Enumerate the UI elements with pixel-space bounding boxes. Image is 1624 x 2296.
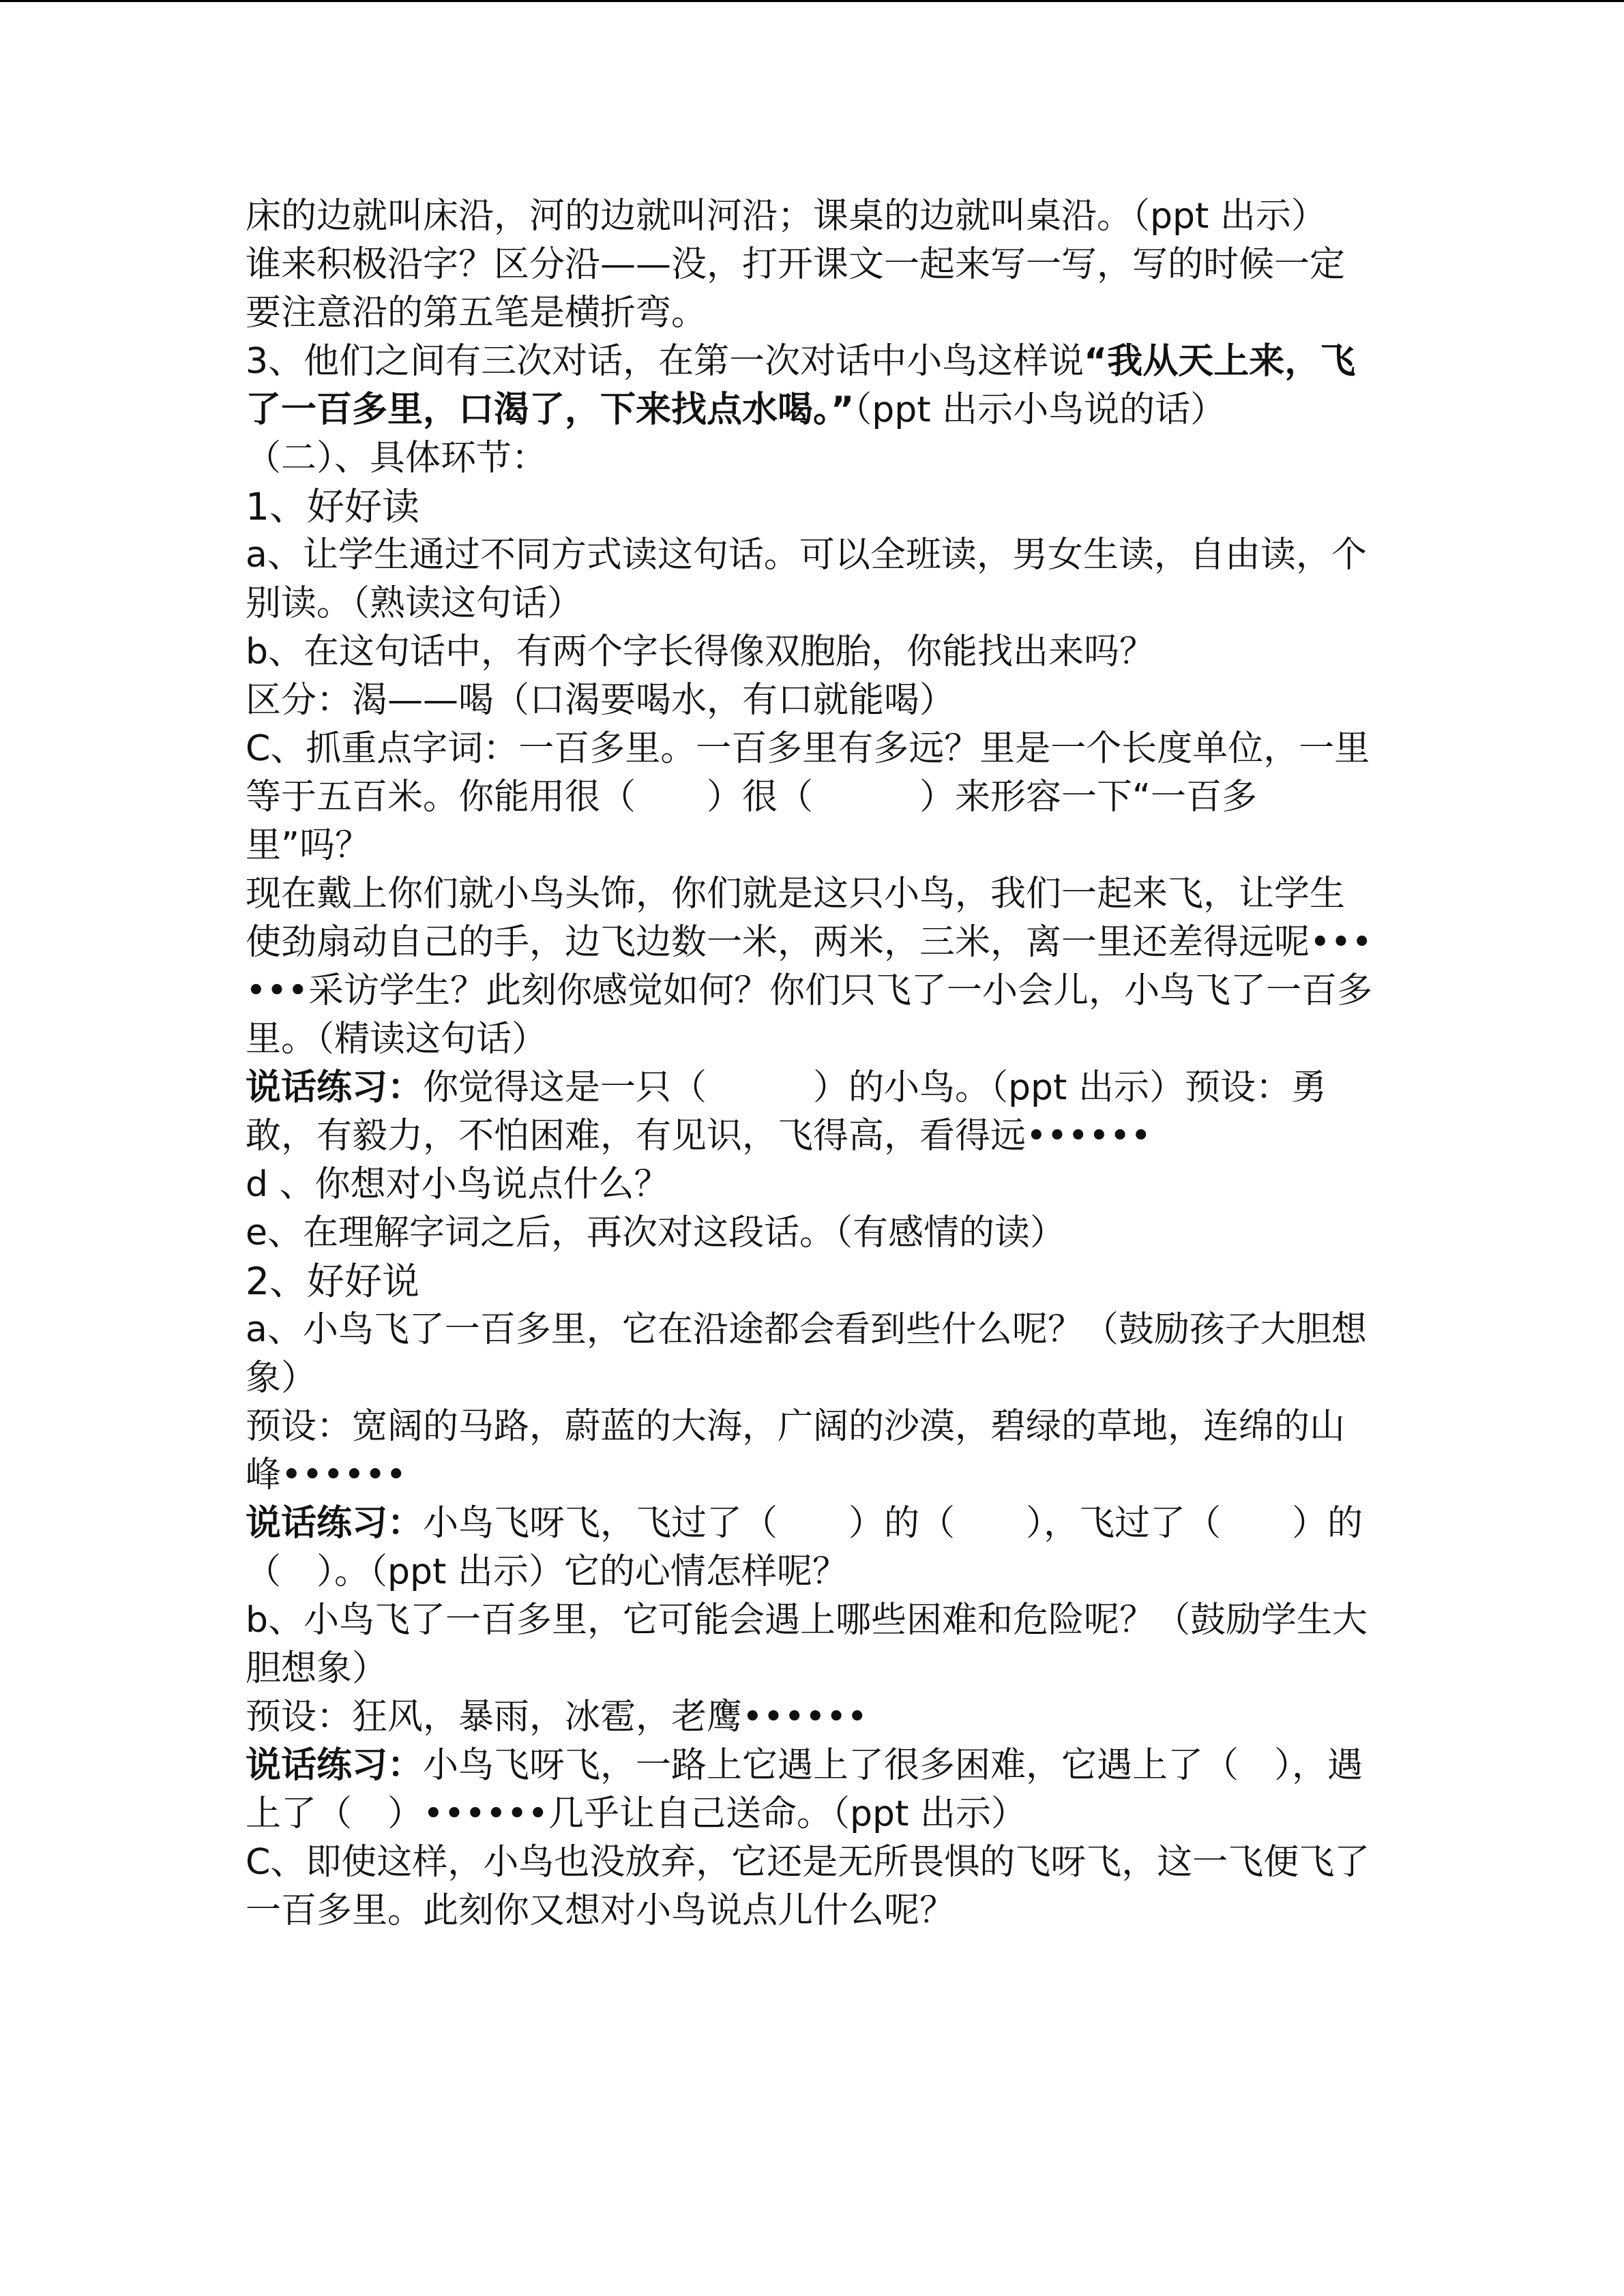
paragraph-bed-edge — [246, 192, 1379, 241]
speaking-practice-label: 说话练习： — [246, 1745, 424, 1786]
heading-read-well — [246, 483, 1379, 531]
paragraph-item-c-keywords — [246, 725, 1379, 870]
paragraph-text: 区分：渴——喝（口渴要喝水，有口就能喝） — [246, 680, 956, 721]
paragraph-fly-activity — [246, 870, 1379, 1064]
paragraph-distinguish — [246, 676, 1379, 725]
paragraph-text: 3、他们之间有三次对话，在第一次对话中小鸟这样说 — [246, 341, 1084, 382]
paragraph-text: C、抓重点字词：一百多里。一百多里有多远？里是一个长度单位，一里等于五百米。你能用很（ ）很（ ）来形容一下“一百多里”吗？ — [246, 728, 1370, 866]
heading-text: 2、好好说 — [246, 1259, 419, 1303]
heading-speak-well — [246, 1257, 1379, 1306]
paragraph-text: 小鸟飞呀飞，飞过了（ ）的（ ），飞过了（ ）的（ ）。（ppt 出示）它的心情怎样呢？ — [246, 1503, 1363, 1592]
paragraph-item-b-twins — [246, 628, 1379, 676]
paragraph-text: 小鸟飞呀飞，一路上它遇上了很多困难，它遇上了（ ），遇上了（ ）••••••几乎让自己送命。（ppt 出示） — [246, 1745, 1363, 1834]
paragraph-text: e、在理解字词之后，再次对这段话。（有感情的读） — [246, 1212, 1065, 1253]
heading-text: 1、好好读 — [246, 485, 419, 528]
paragraph-item-a-read — [246, 531, 1379, 628]
paragraph-item-d — [246, 1161, 1379, 1209]
paragraph-write-yan — [246, 241, 1379, 338]
paragraph-tail: （ppt 出示小鸟说的话） — [854, 389, 1226, 430]
paragraph-preset-dangers — [246, 1693, 1379, 1742]
paragraph-text: a、让学生通过不同方式读这句话。可以全班读，男女生读，自由读，个别读。（熟读这句话） — [246, 535, 1367, 624]
paragraph-text: 谁来积极沿字？区分沿——没，打开课文一起来写一写，写的时候一定要注意沿的第五笔是横折弯。 — [246, 244, 1346, 333]
paragraph-text: 预设：宽阔的马路，蔚蓝的大海，广阔的沙漠，碧绿的草地，连绵的山峰•••••• — [246, 1406, 1346, 1495]
paragraph-preset-scenery — [246, 1403, 1379, 1500]
paragraph-text: 床的边就叫床沿，河的边就叫河沿；课桌的边就叫桌沿。（ppt 出示） — [246, 196, 1327, 237]
paragraph-speaking-practice-3 — [246, 1742, 1379, 1838]
paragraph-text: 现在戴上你们就小鸟头饰，你们就是这只小鸟，我们一起来飞，让学生使劲扇动自己的手，边飞边数一米，两米，三米，离一里还差得远呢••••••采访学生？此刻你感觉如何？你们只飞了一小会儿，小鸟飞了一百多里。（精读这句话） — [246, 874, 1373, 1060]
section-heading-steps — [246, 434, 1379, 483]
paragraph-three-dialogues — [246, 338, 1379, 434]
paragraph-text: b、在这句话中，有两个字长得像双胞胎，你能找出来吗？ — [246, 631, 1155, 672]
paragraph-item-e — [246, 1209, 1379, 1257]
paragraph-text: d 、你想对小鸟说点什么？ — [246, 1164, 670, 1205]
paragraph-item-a-see — [246, 1306, 1379, 1403]
document-body — [246, 192, 1379, 1935]
paragraph-text: a、小鸟飞了一百多里，它在沿途都会看到些什么呢？（鼓励孩子大胆想象） — [246, 1309, 1367, 1399]
speaking-practice-label: 说话练习： — [246, 1067, 424, 1108]
paragraph-text: b、小鸟飞了一百多里，它可能会遇上哪些困难和危险呢？（鼓励学生大胆想象） — [246, 1600, 1368, 1689]
paragraph-speaking-practice-2 — [246, 1500, 1379, 1596]
page-top-border — [0, 0, 1624, 2]
paragraph-item-b-dangers — [246, 1596, 1379, 1693]
speaking-practice-label: 说话练习： — [246, 1503, 424, 1544]
paragraph-text: 预设：狂风，暴雨，冰雹，老鹰•••••• — [246, 1697, 868, 1738]
paragraph-item-c-persist — [246, 1838, 1379, 1935]
paragraph-speaking-practice-1 — [246, 1064, 1379, 1161]
paragraph-text: C、即使这样，小鸟也没放弃，它还是无所畏惧的飞呀飞，这一飞便飞了一百多里。此刻你又想对小鸟说点儿什么呢？ — [246, 1842, 1370, 1931]
paragraph-text: 你觉得这是一只（ ）的小鸟。（ppt 出示）预设：勇敢，有毅力，不怕困难，有见识，飞得高，看得远•••••• — [246, 1067, 1327, 1157]
paragraph-text: （二）、具体环节： — [246, 438, 548, 479]
bird-quote: “我从天上来，飞了一百多里，口渴了，下来找点水喝。” — [246, 341, 1356, 430]
